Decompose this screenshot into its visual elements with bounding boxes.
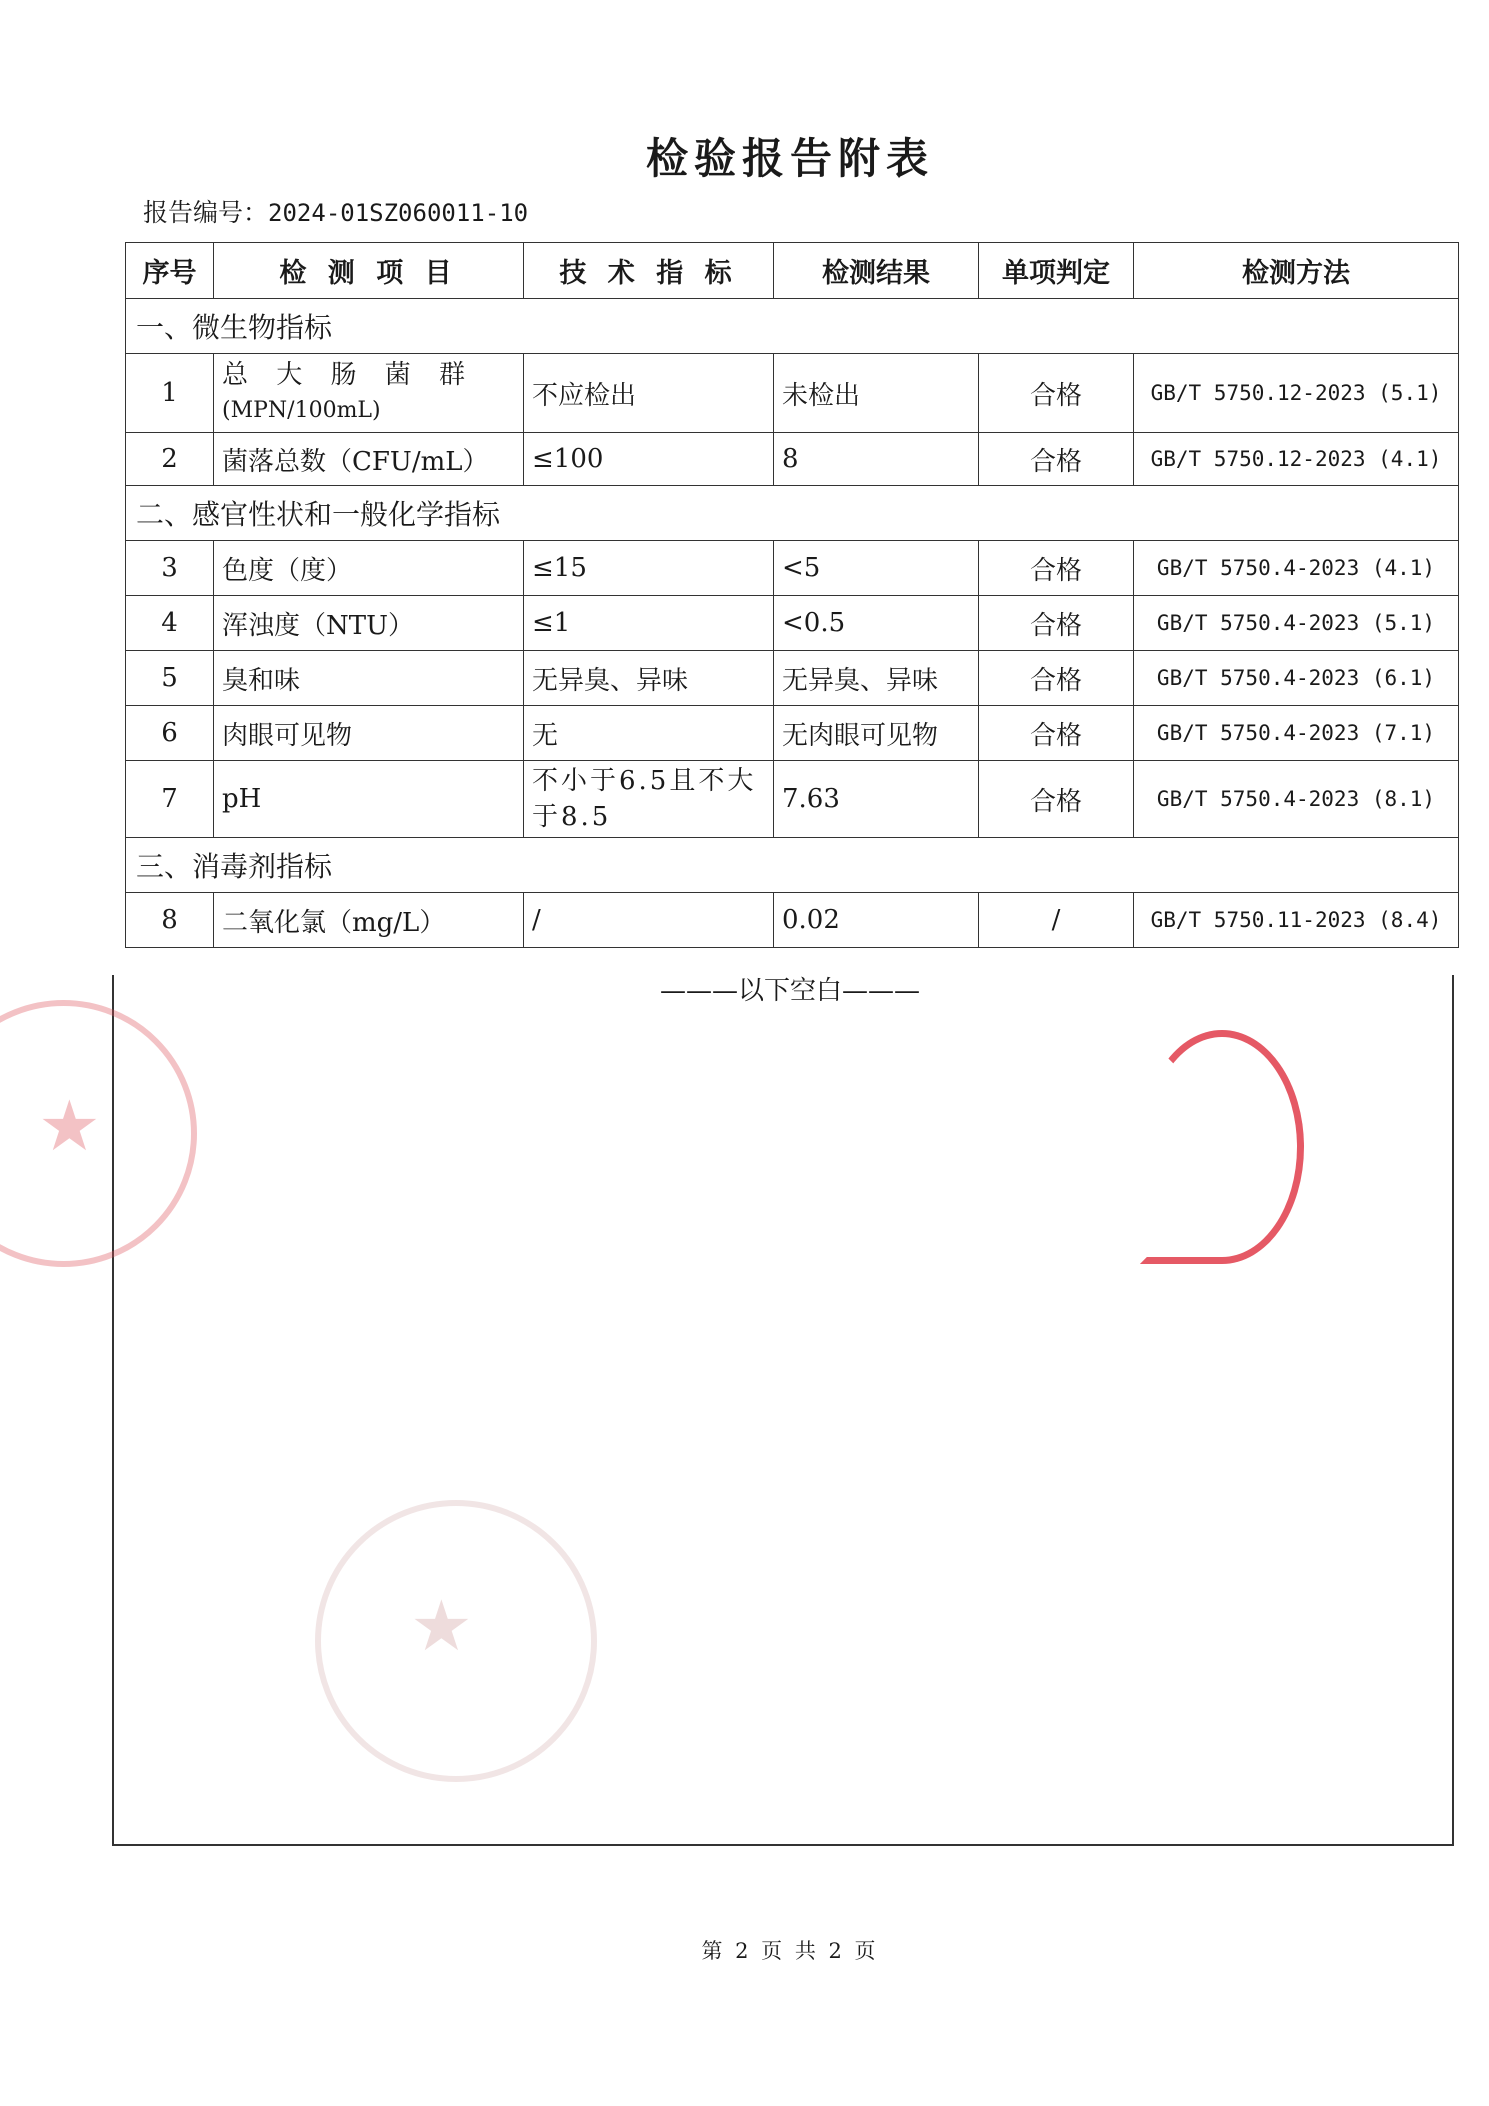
row-no: 1 [126,354,214,433]
table-row [126,893,1459,948]
section-row [126,299,1459,354]
row-result: 未检出 [774,354,979,433]
row-no: 7 [126,761,214,838]
row-method: GB/T 5750.4-2023 (7.1) [1134,706,1459,761]
seal-star-icon: ★ [38,1085,101,1167]
results-table [125,242,1459,948]
row-spec: 不应检出 [524,354,774,433]
row-item [214,354,524,433]
row-no: 2 [126,433,214,486]
header-judge: 单项判定 [979,243,1134,299]
row-spec: 不小于6.5且不大于8.5 [524,761,774,838]
row-judge: 合格 [979,433,1134,486]
row-method: GB/T 5750.11-2023 (8.4) [1134,893,1459,948]
row-result: <0.5 [774,596,979,651]
row-item: 臭和味 [214,651,524,706]
row-method: GB/T 5750.12-2023 (5.1) [1134,354,1459,433]
section-disinfectant: 三、消毒剂指标 [126,838,1459,893]
row-method: GB/T 5750.12-2023 (4.1) [1134,433,1459,486]
row-result: 无异臭、异味 [774,651,979,706]
report-number-value: 2024-01SZ060011-10 [268,199,529,227]
row-judge: 合格 [979,651,1134,706]
row-result: 8 [774,433,979,486]
report-number [143,193,528,229]
row-result: 0.02 [774,893,979,948]
table-row [126,596,1459,651]
row-judge: 合格 [979,706,1134,761]
row-no: 3 [126,541,214,596]
table-row [126,706,1459,761]
table-header-row [126,243,1459,299]
row-spec: ≤15 [524,541,774,596]
row-item: pH [214,761,524,838]
header-item: 检 测 项 目 [214,243,524,299]
row-no: 8 [126,893,214,948]
row-method: GB/T 5750.4-2023 (8.1) [1134,761,1459,838]
row-judge: 合格 [979,541,1134,596]
table-row [126,761,1459,838]
row-judge: 合格 [979,354,1134,433]
row-spec: ≤1 [524,596,774,651]
header-method: 检测方法 [1134,243,1459,299]
row-no: 5 [126,651,214,706]
row-spec: 无异臭、异味 [524,651,774,706]
row-no: 4 [126,596,214,651]
section-microbial: 一、微生物指标 [126,299,1459,354]
row-result: 无肉眼可见物 [774,706,979,761]
row-item-line2: (MPN/100mL) [222,398,381,423]
seal-star-icon: ★ [410,1585,473,1667]
page-title: 检验报告附表 [645,134,934,183]
row-judge: / [979,893,1134,948]
row-spec: ≤100 [524,433,774,486]
page-footer: 第 2 页 共 2 页 [701,1939,879,1963]
header-spec: 技 术 指 标 [524,243,774,299]
row-item: 肉眼可见物 [214,706,524,761]
row-method: GB/T 5750.4-2023 (5.1) [1134,596,1459,651]
row-no: 6 [126,706,214,761]
row-item-line1: 总 大 肠 菌 群 [222,360,476,390]
header-result: 检测结果 [774,243,979,299]
row-method: GB/T 5750.4-2023 (4.1) [1134,541,1459,596]
row-result: <5 [774,541,979,596]
row-spec: / [524,893,774,948]
section-row [126,838,1459,893]
row-spec: 无 [524,706,774,761]
seal-stamp-right [1140,1030,1304,1264]
row-judge: 合格 [979,596,1134,651]
row-item: 浑浊度（NTU） [214,596,524,651]
row-result: 7.63 [774,761,979,838]
table-row [126,354,1459,433]
header-no: 序号 [126,243,214,299]
section-sensory: 二、感官性状和一般化学指标 [126,486,1459,541]
row-method: GB/T 5750.4-2023 (6.1) [1134,651,1459,706]
table-row [126,541,1459,596]
row-item: 色度（度） [214,541,524,596]
row-judge: 合格 [979,761,1134,838]
section-row [126,486,1459,541]
table-row [126,433,1459,486]
blank-below-note: ———以下空白——— [659,976,920,1006]
report-number-label: 报告编号： [143,198,269,227]
row-item: 二氧化氯（mg/L） [214,893,524,948]
table-row [126,651,1459,706]
row-item: 菌落总数（CFU/mL） [214,433,524,486]
